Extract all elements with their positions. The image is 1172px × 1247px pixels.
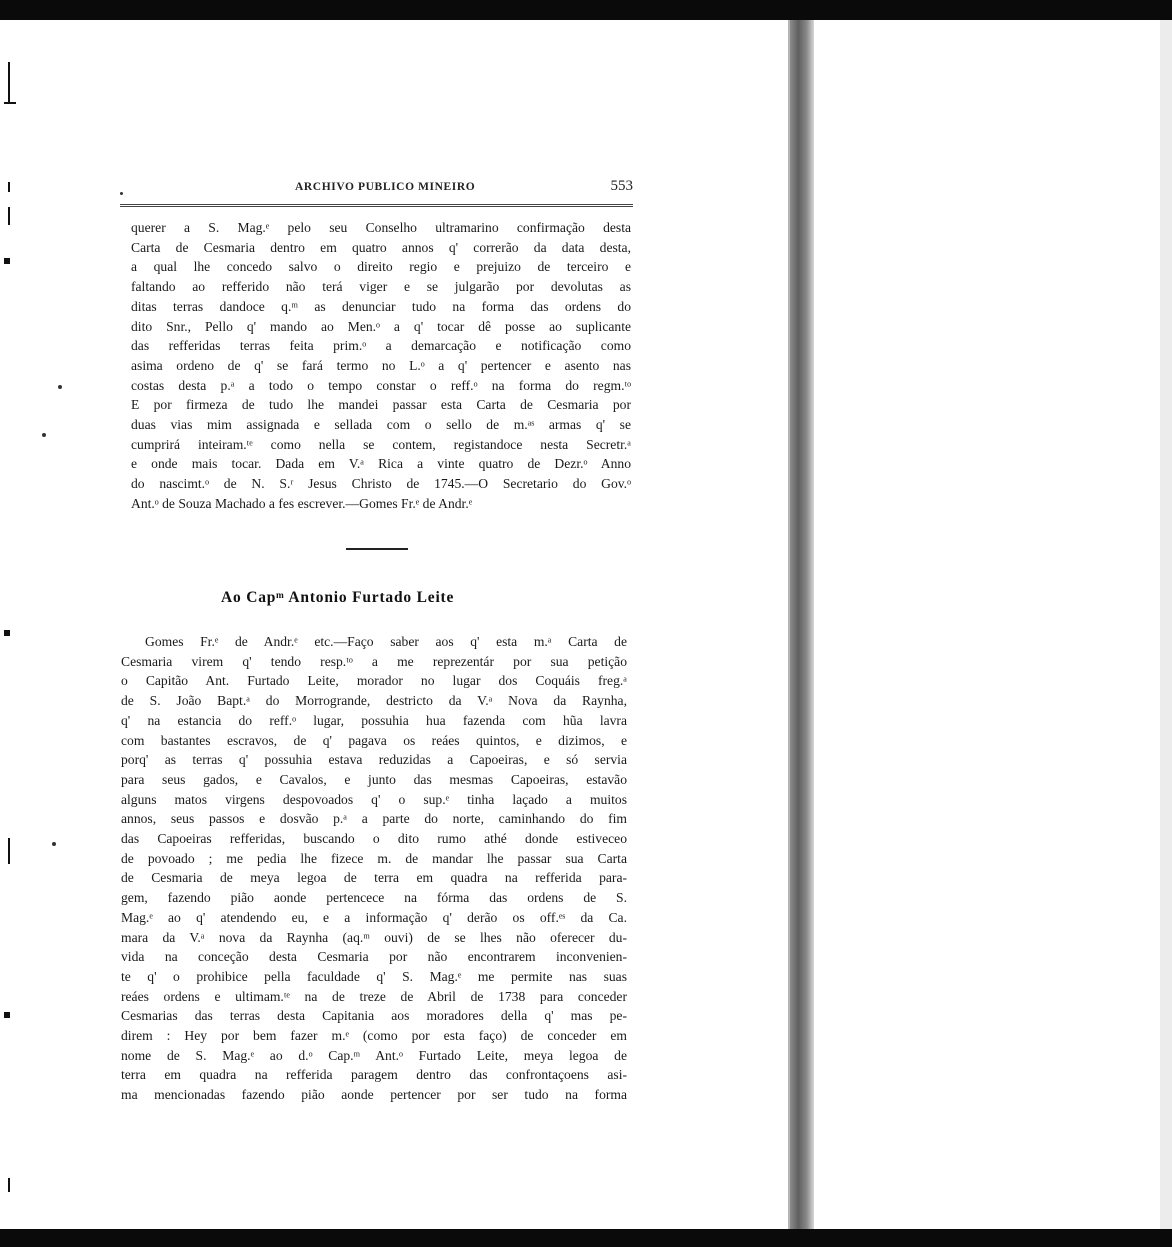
text-line: annos, seus passos e dosvão p.ᵃ a parte do norte, caminhando do fim	[121, 811, 627, 827]
text-line: E por firmeza de tudo lhe mandei passar esta Carta de Cesmaria por	[131, 397, 631, 413]
scan-margin-mark	[4, 1012, 10, 1018]
text-line: te q' o prohibice pella faculdade q' S. Mag.ᵉ me permite nas suas	[121, 968, 627, 984]
text-line: q' na estancia do reff.ᵒ lugar, possuhia hua fazenda com hũa lavra	[121, 712, 627, 728]
page-gutter-shadow	[790, 20, 814, 1229]
text-line: Mag.ᵉ ao q' atendendo eu, e a informação q' derão os off.ᵉˢ da Ca.	[121, 909, 627, 925]
text-line: querer a S. Mag.ᵉ pelo seu Conselho ultramarino confirmação desta	[131, 220, 631, 235]
page-number: 553	[610, 178, 633, 194]
text-line: das Capoeiras refferidas, buscando o dito rumo athé donde estiveceo	[121, 831, 627, 847]
text-line: gem, fazendo pião aonde pertencece na fórma das ordens de S.	[121, 890, 627, 906]
scan-margin-mark	[4, 630, 10, 636]
text-line: para seus gados, e Cavalos, e junto das mesmas Capoeiras, estavão	[121, 771, 627, 787]
running-header	[120, 178, 633, 204]
scan-margin-mark	[8, 182, 10, 192]
text-line: terra em quadra na refferida paragem dentro das confrontaçoens asi-	[121, 1067, 627, 1083]
text-line: o Capitão Ant. Furtado Leite, morador no lugar dos Coquáis freg.ᵃ	[121, 673, 627, 689]
text-line: reáes ordens e ultimam.ᵗᵉ na de treze de Abril de 1738 para conceder	[121, 988, 627, 1004]
text-line: ditas terras dandoce q.ᵐ as denunciar tudo na forma das ordens do	[131, 298, 631, 314]
text-line: com bastantes escravos, de q' pagava os reáes quintos, e dizimos, e	[121, 732, 627, 748]
text-line: a qual lhe concedo salvo o direito regio e prejuizo de terceiro e	[131, 259, 631, 275]
scan-margin-mark	[8, 62, 10, 102]
header-rule	[120, 204, 633, 207]
scan-margin-mark	[8, 838, 10, 864]
text-line: faltando ao refferido não terá viger e se julgarão por devolutas as	[131, 279, 631, 295]
text-line: mara da V.ᵃ nova da Raynha (aq.ᵐ ouvi) de se lhes não oferecer du-	[121, 929, 627, 945]
text-line: vida na conceção desta Cesmaria por não encontrarem inconvenien-	[121, 949, 627, 965]
text-line: de povoado ; me pedia lhe fizece m. de mandar lhe passar sua Carta	[121, 850, 627, 866]
section-divider	[346, 548, 408, 550]
text-line: costas desta p.ᵃ a todo o tempo constar o reff.ᵒ na forma do regm.ᵗᵒ	[131, 377, 631, 393]
scan-margin-mark	[4, 258, 10, 264]
text-line: duas vias mim assignada e sellada com o sello de m.ᵃˢ armas q' se	[131, 417, 631, 433]
text-line: Carta de Cesmaria dentro em quatro annos q' correrão da data desta,	[131, 239, 631, 255]
scan-margin-mark	[8, 207, 10, 225]
text-line: dito Snr., Pello q' mando ao Men.ᵒ a q' tocar dê posse ao suplicante	[131, 318, 631, 334]
section-heading: Ao Capᵐ Antonio Furtado Leite	[221, 589, 455, 606]
header-dot	[120, 192, 123, 195]
text-line: e onde mais tocar. Dada em V.ᵃ Rica a vinte quatro de Dezr.ᵒ Anno	[131, 456, 631, 472]
paragraph-one	[131, 218, 631, 514]
text-line: do nascimt.ᵒ de N. S.ʳ Jesus Christo de 1745.—O Secretario do Gov.ᵒ	[131, 476, 631, 492]
text-line: cumprirá inteiram.ᵗᵉ como nella se contem, registandoce nesta Secretr.ᵃ	[131, 436, 631, 452]
facing-page-edge	[1160, 20, 1172, 1229]
scan-border-bottom	[0, 1229, 1172, 1247]
text-line: alguns matos virgens despovoados q' o sup.ᵉ tinha laçado a muitos	[121, 791, 627, 807]
running-title: ARCHIVO PUBLICO MINEIRO	[295, 181, 476, 193]
margin-speck	[58, 385, 62, 389]
text-line: de S. João Bapt.ᵃ do Morrogrande, destricto da V.ᵃ Nova da Raynha,	[121, 693, 627, 709]
text-line: nome de S. Mag.ᵉ ao d.ᵒ Cap.ᵐ Ant.ᵒ Furtado Leite, meya legoa de	[121, 1047, 627, 1063]
text-line: Gomes Fr.ᵉ de Andr.ᵉ etc.—Faço saber aos q' esta m.ᵃ Carta de	[145, 634, 627, 649]
text-line: Ant.ᵒ de Souza Machado a fes escrever.—Gomes Fr.ᵉ de Andr.ᵉ	[131, 495, 473, 511]
paragraph-two	[121, 632, 627, 1105]
text-line: ma mencionadas fazendo pião aonde pertencer por ser tudo na forma	[121, 1087, 627, 1103]
text-line: de Cesmaria de meya legoa de terra em quadra na refferida para-	[121, 870, 627, 886]
scan-margin-mark	[8, 1178, 10, 1192]
text-line: Cesmarias das terras desta Capitania aos moradores della q' mas pe-	[121, 1008, 627, 1024]
text-line: das refferidas terras feita prim.ᵒ a demarcação e notificação como	[131, 338, 631, 354]
scan-margin-mark	[4, 102, 16, 104]
text-line: asima ordeno de q' se fará termo no L.ᵒ a q' pertencer e asento nas	[131, 357, 631, 373]
text-line: porq' as terras q' possuhia estava reduzidas a Capoeiras, e só servia	[121, 752, 627, 768]
text-line: direm : Hey por bem fazer m.ᵉ (como por esta faço) de conceder em	[121, 1028, 627, 1044]
text-line: Cesmaria virem q' tendo resp.ᵗᵒ a me reprezentár por sua petição	[121, 653, 627, 669]
scan-border-top	[0, 0, 1172, 20]
margin-speck	[52, 842, 56, 846]
margin-speck	[42, 433, 46, 437]
